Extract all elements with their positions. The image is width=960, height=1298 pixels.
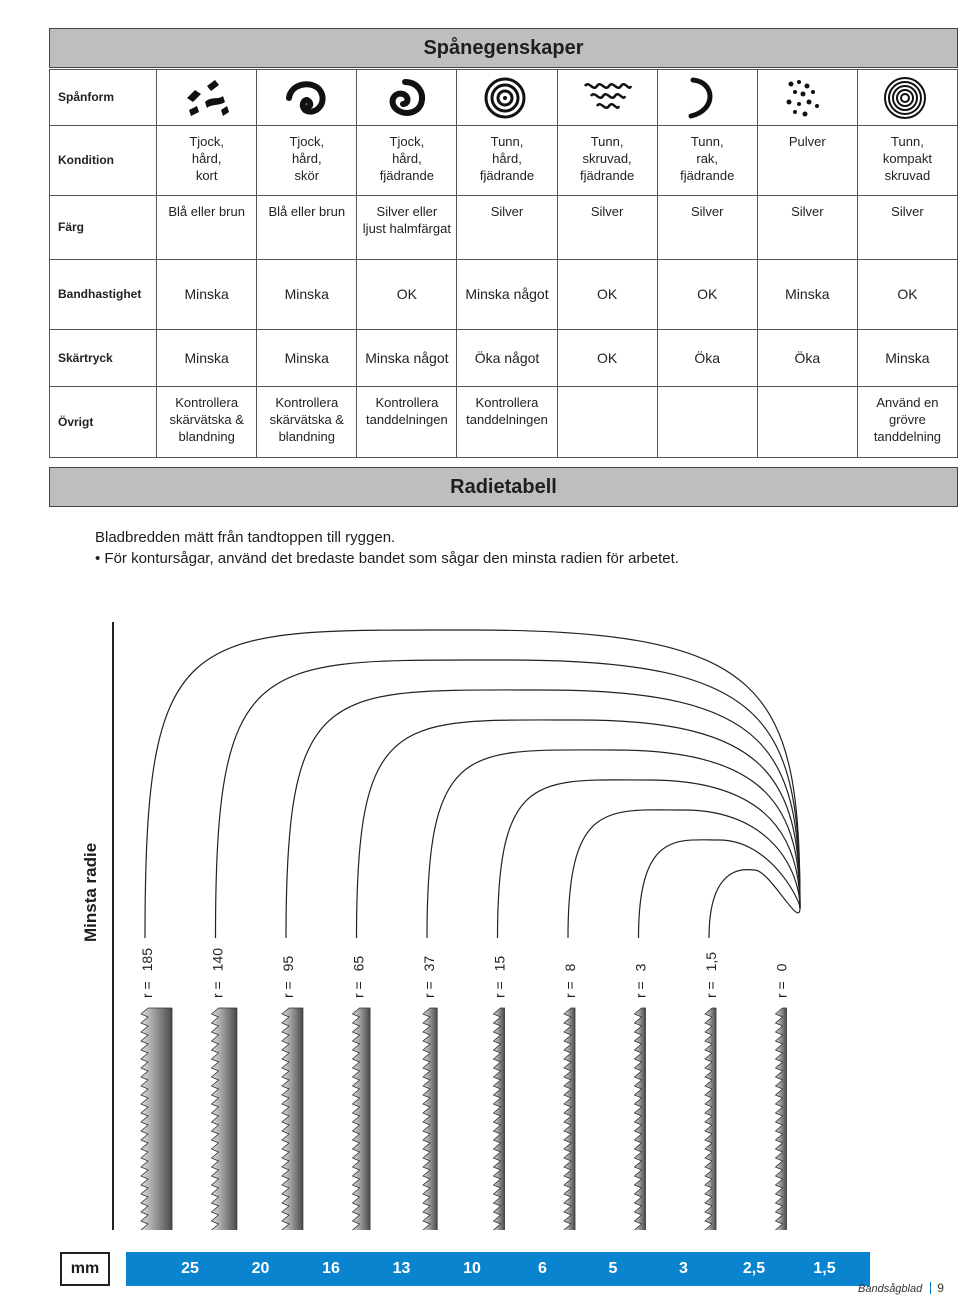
page-footer [858, 1281, 944, 1295]
cell-color-6: Silver [757, 196, 857, 260]
chip-shape-2 [357, 70, 457, 126]
minimum-radius-figure [0, 590, 960, 1230]
radius-table-title: Radietabell [49, 467, 958, 507]
blade-width-5: 6 [538, 1260, 547, 1277]
cell-speed-0: Minska [157, 260, 257, 330]
thin-spiral-icon [481, 76, 533, 120]
cell-pressure-3: Öka något [457, 330, 557, 387]
cell-speed-3: Minska något [457, 260, 557, 330]
cell-condition-1: Tjock, hård, skör [257, 126, 357, 196]
powder-dots-icon [781, 76, 833, 120]
blade-width-bar [126, 1252, 870, 1286]
row-band-speed [50, 260, 958, 330]
cell-condition-2: Tjock, hård, fjädrande [357, 126, 457, 196]
page-number: 9 [937, 1281, 944, 1295]
radius-label-6: r = 8 [562, 963, 578, 998]
blade-6 [564, 1008, 575, 1230]
blade-width-2: 16 [322, 1260, 340, 1277]
row-label-pressure: Skärtryck [50, 330, 157, 387]
blade-3 [353, 1008, 371, 1230]
cell-other-5 [657, 387, 757, 458]
mm-unit-label: mm [60, 1252, 110, 1286]
blade-8 [705, 1008, 716, 1230]
cell-other-1: Kontrollera skärvätska & blandning [257, 387, 357, 458]
cell-other-6 [757, 387, 857, 458]
blade-width-1: 20 [251, 1260, 270, 1277]
chip-shape-1 [257, 70, 357, 126]
radius-label-1: r = 140 [209, 948, 226, 998]
radius-arc-0 [145, 630, 800, 938]
cell-speed-4: OK [557, 260, 657, 330]
thick-curl-icon [281, 76, 333, 120]
row-label-color: Färg [50, 196, 157, 260]
blade-width-0: 25 [181, 1260, 199, 1277]
cell-pressure-5: Öka [657, 330, 757, 387]
cell-condition-4: Tunn, skruvad, fjädrande [557, 126, 657, 196]
row-chip-shape [50, 70, 958, 126]
cell-other-0: Kontrollera skärvätska & blandning [157, 387, 257, 458]
footer-title: Bandsågblad [858, 1283, 923, 1295]
helix-coil-icon [581, 76, 633, 120]
cell-condition-5: Tunn, rak, fjädrande [657, 126, 757, 196]
cell-condition-7: Tunn, kompakt skruvad [857, 126, 957, 196]
radius-label-0: r = 185 [139, 948, 155, 998]
chunky-fragments-icon [181, 76, 233, 120]
blade-width-4: 10 [463, 1260, 481, 1277]
cell-color-4: Silver [557, 196, 657, 260]
radius-label-2: r = 95 [280, 955, 296, 998]
cell-speed-2: OK [357, 260, 457, 330]
radius-label-7: r = 3 [632, 963, 649, 998]
row-other [50, 387, 958, 458]
radius-label-8: r = 1,5 [703, 951, 719, 998]
radius-arc-2 [286, 690, 800, 938]
blade-5 [494, 1008, 505, 1230]
cell-pressure-4: OK [557, 330, 657, 387]
cell-color-1: Blå eller brun [257, 196, 357, 260]
cell-speed-7: OK [857, 260, 957, 330]
cell-condition-6: Pulver [757, 126, 857, 196]
cell-pressure-6: Öka [757, 330, 857, 387]
radius-arc-1 [216, 660, 801, 938]
row-label-other: Övrigt [50, 387, 157, 458]
cell-other-4 [557, 387, 657, 458]
blade-width-3: 13 [392, 1260, 411, 1277]
radius-arc-5 [498, 780, 801, 938]
chip-shape-6 [757, 70, 857, 126]
blade-width-6: 5 [608, 1260, 618, 1277]
radius-label-3: r = 65 [350, 955, 367, 998]
cell-pressure-1: Minska [257, 330, 357, 387]
radius-label-5: r = 15 [491, 955, 508, 998]
cell-speed-6: Minska [757, 260, 857, 330]
blade-width-8: 2,5 [742, 1260, 766, 1277]
cell-color-3: Silver [457, 196, 557, 260]
cell-other-2: Kontrollera tanddelningen [357, 387, 457, 458]
radius-arc-3 [357, 720, 801, 938]
row-label-shape: Spånform [50, 70, 157, 126]
radius-arc-6 [568, 810, 800, 938]
blade-2 [282, 1008, 303, 1230]
cell-pressure-2: Minska något [357, 330, 457, 387]
blade-0 [141, 1008, 172, 1230]
cell-color-5: Silver [657, 196, 757, 260]
note-contour-saw: • För kontursågar, använd det bredaste bandet som sågar den minsta radien för arbetet. [95, 550, 679, 567]
cell-speed-5: OK [657, 260, 757, 330]
row-label-speed: Bandhastighet [50, 260, 157, 330]
cell-pressure-0: Minska [157, 330, 257, 387]
row-condition [50, 126, 958, 196]
row-color [50, 196, 958, 260]
blade-width-9: 1,5 [813, 1260, 836, 1277]
row-cutting-pressure [50, 330, 958, 387]
radius-arc-4 [427, 750, 800, 938]
straight-arc-icon [681, 76, 733, 120]
chip-shape-0 [157, 70, 257, 126]
chip-properties-table [49, 69, 958, 458]
blade-7 [635, 1008, 646, 1230]
chip-properties-title: Spånegenskaper [49, 28, 958, 68]
cell-condition-0: Tjock, hård, kort [157, 126, 257, 196]
blade-1 [212, 1008, 237, 1230]
cell-color-0: Blå eller brun [157, 196, 257, 260]
chip-shape-7 [857, 70, 957, 126]
minimum-radius-axis-label: Minsta radie [81, 842, 100, 942]
cell-color-7: Silver [857, 196, 957, 260]
cell-other-7: Använd en grövre tanddelning [857, 387, 957, 458]
blade-9 [776, 1008, 787, 1230]
chip-shape-4 [557, 70, 657, 126]
cell-speed-1: Minska [257, 260, 357, 330]
chip-shape-5 [657, 70, 757, 126]
cell-other-3: Kontrollera tanddelningen [457, 387, 557, 458]
radius-label-9: r = 0 [773, 963, 790, 998]
cell-pressure-7: Minska [857, 330, 957, 387]
chip-shape-3 [457, 70, 557, 126]
cell-color-2: Silver eller ljust halmfärgat [357, 196, 457, 260]
spring-curl-icon [381, 76, 433, 120]
blade-width-scale [60, 1252, 836, 1286]
row-label-condition: Kondition [50, 126, 157, 196]
blade-4 [423, 1008, 437, 1230]
radius-label-4: r = 37 [421, 955, 437, 998]
blade-width-7: 3 [679, 1260, 688, 1277]
tight-coil-icon [881, 76, 933, 120]
note-blade-width: Bladbredden mätt från tandtoppen till ryggen. [95, 529, 396, 546]
cell-condition-3: Tunn, hård, fjädrande [457, 126, 557, 196]
